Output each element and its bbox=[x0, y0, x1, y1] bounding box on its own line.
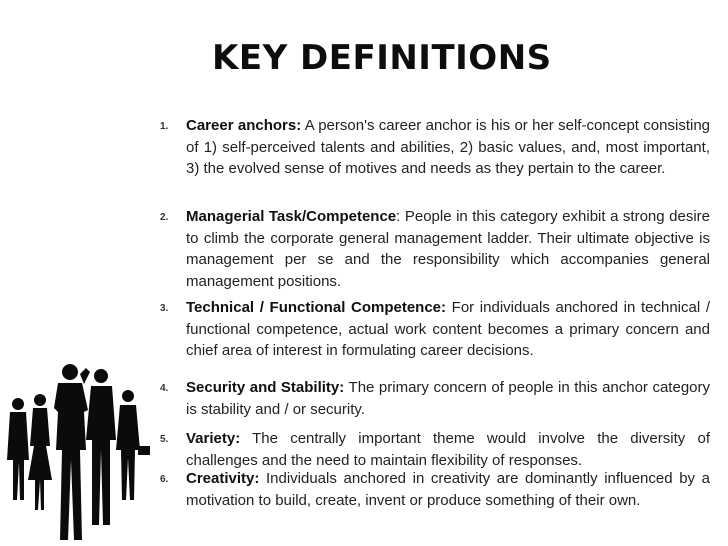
definition-item bbox=[186, 468, 710, 511]
definition-text: The primary concern of people in this anchor category is stability and / or security. bbox=[186, 379, 710, 418]
definition-term: Technical / Functional Competence: bbox=[186, 299, 447, 316]
page-title: KEY DEFINITIONS bbox=[212, 38, 552, 78]
definition-text: A person's career anchor is his or her self-concept consisting of 1) self-perceived talents and abilities, 2) basic values, and, most important, 3) the evolved sense of motives and needs as they pertain to the career. bbox=[186, 117, 711, 177]
list-number: 2. bbox=[160, 212, 169, 223]
definition-term: Managerial Task/Competence bbox=[186, 208, 397, 225]
list-number: 6. bbox=[160, 474, 169, 485]
list-number: 5. bbox=[160, 434, 169, 445]
definition-term: Creativity: bbox=[186, 470, 260, 487]
list-number: 4. bbox=[160, 383, 169, 394]
definition-item bbox=[186, 206, 710, 292]
definition-term: Security and Stability: bbox=[186, 379, 345, 396]
definition-text: : People in this category exhibit a strong desire to climb the corporate general management ladder. Their ultimate objective is management per se and the responsibility which accompanies general management positions. bbox=[186, 208, 710, 290]
definition-item bbox=[186, 377, 710, 420]
list-number: 3. bbox=[160, 303, 169, 314]
definition-term: Variety: bbox=[186, 430, 241, 447]
definition-item bbox=[186, 115, 710, 180]
definition-item bbox=[186, 297, 710, 362]
definition-text: Individuals anchored in creativity are dominantly influenced by a motivation to build, create, invent or produce something of their own. bbox=[186, 470, 710, 509]
definition-text: For individuals anchored in technical / functional competence, actual work content becomes a primary concern and chief area of interest in formulating career decisions. bbox=[186, 299, 710, 359]
definition-item bbox=[186, 428, 710, 471]
business-people-silhouette-icon bbox=[0, 350, 160, 546]
definition-term: Career anchors: bbox=[186, 117, 302, 134]
definition-text: The centrally important theme would involve the diversity of challenges and the need to maintain flexibility of responses. bbox=[186, 430, 710, 469]
list-number: 1. bbox=[160, 121, 169, 132]
